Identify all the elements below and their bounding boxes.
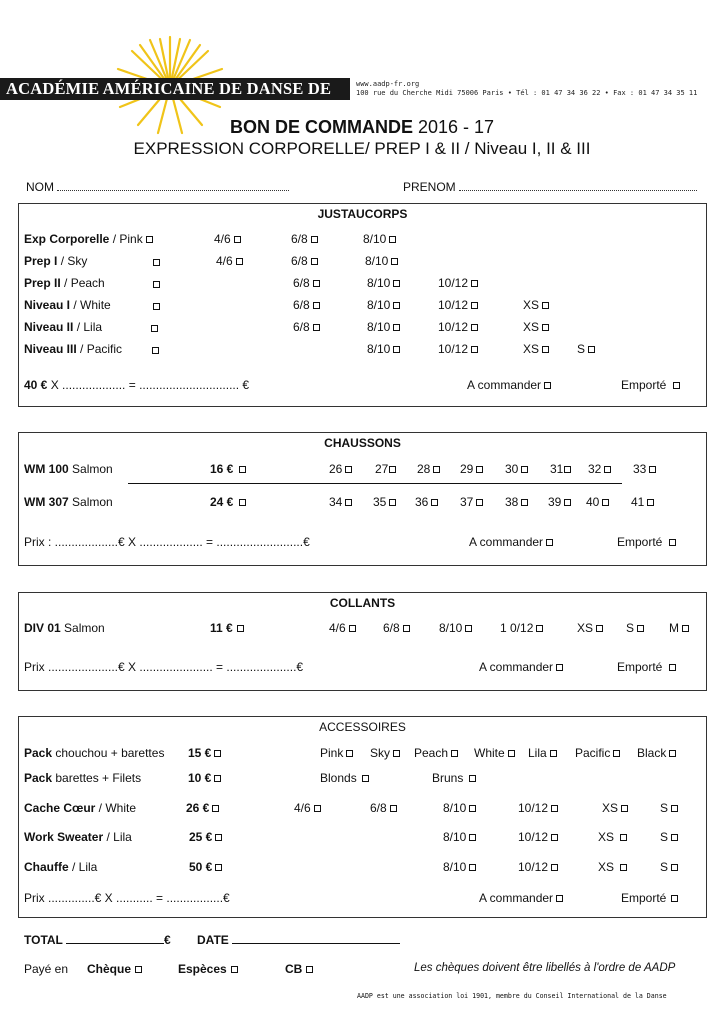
checkbox[interactable]: [389, 499, 396, 506]
checkbox[interactable]: [604, 466, 611, 473]
size-option[interactable]: 8/10: [367, 320, 400, 334]
size-option[interactable]: S: [660, 830, 678, 844]
size-option[interactable]: 10/12: [518, 860, 558, 874]
size-option[interactable]: 40: [586, 495, 609, 509]
checkbox[interactable]: [465, 625, 472, 632]
checkbox[interactable]: [214, 750, 221, 757]
nom-field[interactable]: NOM: [26, 180, 289, 194]
checkbox[interactable]: [564, 499, 571, 506]
checkbox[interactable]: [349, 625, 356, 632]
checkbox[interactable]: [345, 499, 352, 506]
checkbox[interactable]: [669, 539, 676, 546]
checkbox[interactable]: [313, 324, 320, 331]
color-option[interactable]: Peach: [414, 746, 458, 760]
checkbox[interactable]: [393, 280, 400, 287]
checkbox[interactable]: [669, 664, 676, 671]
checkbox[interactable]: [311, 258, 318, 265]
size-option[interactable]: 8/10: [365, 254, 398, 268]
size-option[interactable]: 1 0/12: [500, 621, 543, 635]
size-option[interactable]: 8/10: [367, 276, 400, 290]
checkbox[interactable]: [550, 750, 557, 757]
wm100-price[interactable]: 16 €: [210, 462, 246, 476]
size-option[interactable]: 10/12: [438, 298, 478, 312]
checkbox[interactable]: [551, 864, 558, 871]
checkbox[interactable]: [212, 805, 219, 812]
divider: [128, 483, 622, 484]
size-option[interactable]: 6/8: [291, 232, 318, 246]
color-option[interactable]: Pink: [320, 746, 353, 760]
checkbox[interactable]: [469, 834, 476, 841]
accessoires-price-line: Prix ..............€ X ........... = .................€: [24, 891, 230, 905]
size-option[interactable]: XS: [602, 801, 628, 815]
justaucorps-price-line: 40 € X ................... = .............................. €: [24, 378, 250, 392]
checkbox[interactable]: [521, 466, 528, 473]
checkbox[interactable]: [431, 499, 438, 506]
size-option[interactable]: 28: [417, 462, 440, 476]
size-option[interactable]: 27: [375, 462, 396, 476]
checkbox[interactable]: [602, 499, 609, 506]
checkbox[interactable]: [671, 805, 678, 812]
checkbox[interactable]: [135, 966, 142, 973]
checkbox[interactable]: [564, 466, 571, 473]
especes-option[interactable]: Espèces: [178, 962, 238, 976]
checkbox[interactable]: [471, 302, 478, 309]
size-option[interactable]: 41: [631, 495, 654, 509]
checkbox[interactable]: [153, 281, 160, 288]
chaussons-price-line: Prix : ...................€ X ................... = ..........................€: [24, 535, 310, 549]
size-option[interactable]: 6/8: [370, 801, 397, 815]
pack-chouchou-row: Pack chouchou + barettes: [24, 746, 165, 760]
website: www.aadp-fr.org: [356, 80, 420, 88]
size-option[interactable]: 10/12: [438, 276, 478, 290]
pack-chouchou-price[interactable]: 15 €: [188, 746, 221, 760]
checkbox[interactable]: [471, 324, 478, 331]
a-commander-option[interactable]: A commander: [469, 535, 553, 549]
checkbox[interactable]: [508, 750, 515, 757]
checkbox[interactable]: [669, 750, 676, 757]
chauffe-price[interactable]: 50 €: [189, 860, 222, 874]
checkbox[interactable]: [239, 466, 246, 473]
color-option[interactable]: Blonds: [320, 771, 369, 785]
checkbox[interactable]: [613, 750, 620, 757]
date-field[interactable]: DATE: [197, 933, 400, 947]
checkbox[interactable]: [596, 625, 603, 632]
size-option[interactable]: 33: [633, 462, 656, 476]
size-option[interactable]: XS: [523, 342, 549, 356]
checkbox[interactable]: [476, 499, 483, 506]
size-option[interactable]: M: [669, 621, 689, 635]
size-option[interactable]: S: [577, 342, 595, 356]
size-option[interactable]: 8/10: [363, 232, 396, 246]
color-option[interactable]: Lila: [528, 746, 557, 760]
size-option[interactable]: 35: [373, 495, 396, 509]
checkbox[interactable]: [546, 539, 553, 546]
pack-barettes-price[interactable]: 10 €: [188, 771, 221, 785]
cache-coeur-row: Cache Cœur / White: [24, 801, 137, 815]
size-option[interactable]: 10/12: [518, 830, 558, 844]
checkbox[interactable]: [542, 324, 549, 331]
checkbox[interactable]: [389, 466, 396, 473]
checkbox[interactable]: [469, 864, 476, 871]
checkbox[interactable]: [647, 499, 654, 506]
work-sweater-price[interactable]: 25 €: [189, 830, 222, 844]
size-option[interactable]: 4/6: [294, 801, 321, 815]
size-option[interactable]: 8/10: [367, 342, 400, 356]
size-option[interactable]: XS: [598, 860, 627, 874]
collants-price-line: Prix .....................€ X ...................... = .....................€: [24, 660, 304, 674]
checkbox[interactable]: [362, 775, 369, 782]
row-prep-ii: Prep II / Peach: [24, 276, 105, 290]
checkbox[interactable]: [673, 382, 680, 389]
checkbox[interactable]: [391, 258, 398, 265]
checkbox[interactable]: [215, 864, 222, 871]
div01-row: DIV 01 Salmon: [24, 621, 105, 635]
checkbox[interactable]: [314, 805, 321, 812]
size-option[interactable]: 4/6: [216, 254, 243, 268]
size-option[interactable]: 4/6: [214, 232, 241, 246]
size-option[interactable]: 8/10: [443, 801, 476, 815]
checkbox[interactable]: [345, 466, 352, 473]
association-note: AADP est une association loi 1901, membre du Conseil International de la Danse: [357, 992, 667, 1000]
checkbox[interactable]: [393, 346, 400, 353]
checkbox[interactable]: [390, 805, 397, 812]
color-option[interactable]: Bruns: [432, 771, 476, 785]
size-option[interactable]: 6/8: [293, 276, 320, 290]
total-field[interactable]: TOTAL €: [24, 933, 171, 947]
row-prep-i: Prep I / Sky: [24, 254, 88, 268]
pack-barettes-row: Pack barettes + Filets: [24, 771, 142, 785]
checkbox[interactable]: [311, 236, 318, 243]
checkbox[interactable]: [346, 750, 353, 757]
a-commander-option[interactable]: A commander: [479, 660, 563, 674]
wm100-row: WM 100 Salmon: [24, 462, 113, 476]
checkbox[interactable]: [433, 466, 440, 473]
row-niveau-ii: Niveau II / Lila: [24, 320, 103, 334]
size-option[interactable]: 10/12: [518, 801, 558, 815]
checkbox[interactable]: [551, 805, 558, 812]
checkbox[interactable]: [682, 625, 689, 632]
checkbox[interactable]: [389, 236, 396, 243]
checkbox[interactable]: [536, 625, 543, 632]
checkbox[interactable]: [620, 834, 627, 841]
size-option[interactable]: 8/10: [367, 298, 400, 312]
emporte-option[interactable]: Emporté: [617, 535, 676, 549]
size-option[interactable]: 38: [505, 495, 528, 509]
justaucorps-title: JUSTAUCORPS: [317, 207, 408, 221]
chauffe-row: Chauffe / Lila: [24, 860, 98, 874]
collants-section: [18, 592, 707, 691]
size-option[interactable]: 6/8: [293, 320, 320, 334]
checkbox[interactable]: [151, 325, 158, 332]
chaussons-title: CHAUSSONS: [324, 436, 401, 450]
paid-label: Payé en: [24, 962, 69, 976]
page-title: BON DE COMMANDE 2016 - 17: [229, 117, 495, 137]
size-option[interactable]: 6/8: [383, 621, 410, 635]
checkbox[interactable]: [542, 302, 549, 309]
checkbox[interactable]: [153, 259, 160, 266]
checkbox[interactable]: [637, 625, 644, 632]
checkbox[interactable]: [393, 750, 400, 757]
size-option[interactable]: 8/10: [443, 860, 476, 874]
size-option[interactable]: S: [660, 860, 678, 874]
size-option[interactable]: XS: [598, 830, 627, 844]
row-niveau-i: Niveau I / White: [24, 298, 111, 312]
checkbox[interactable]: [671, 834, 678, 841]
work-sweater-row: Work Sweater / Lila: [24, 830, 132, 844]
color-option[interactable]: Sky: [370, 746, 400, 760]
size-option[interactable]: 26: [329, 462, 352, 476]
checkbox[interactable]: [469, 775, 476, 782]
checkbox[interactable]: [471, 280, 478, 287]
size-option[interactable]: 10/12: [438, 320, 478, 334]
checkbox[interactable]: [306, 966, 313, 973]
wm307-row: WM 307 Salmon: [24, 495, 113, 509]
size-option[interactable]: 4/6: [329, 621, 356, 635]
size-option[interactable]: 34: [329, 495, 352, 509]
checkbox[interactable]: [239, 499, 246, 506]
cb-option[interactable]: CB: [285, 962, 313, 976]
checkbox[interactable]: [521, 499, 528, 506]
size-option[interactable]: S: [660, 801, 678, 815]
cheque-note: Les chèques doivent être libellés à l'ordre de AADP: [414, 962, 676, 974]
checkbox[interactable]: [471, 346, 478, 353]
checkbox[interactable]: [621, 805, 628, 812]
size-option[interactable]: 10/12: [438, 342, 478, 356]
size-option[interactable]: XS: [577, 621, 603, 635]
size-option[interactable]: 8/10: [443, 830, 476, 844]
checkbox[interactable]: [234, 236, 241, 243]
checkbox[interactable]: [236, 258, 243, 265]
checkbox[interactable]: [146, 236, 153, 243]
a-commander-option[interactable]: A commander: [479, 891, 563, 905]
color-option[interactable]: Black: [637, 746, 676, 760]
size-option[interactable]: 8/10: [439, 621, 472, 635]
checkbox[interactable]: [393, 302, 400, 309]
wm307-price[interactable]: 24 €: [210, 495, 246, 509]
checkbox[interactable]: [551, 834, 558, 841]
emporte-option[interactable]: Emporté: [617, 660, 676, 674]
address: 100 rue du Cherche Midi 75006 Paris • Tél : 01 47 34 36 22 • Fax : 01 47 34 35 11: [356, 89, 698, 97]
checkbox[interactable]: [671, 864, 678, 871]
size-option[interactable]: 39: [548, 495, 571, 509]
checkbox[interactable]: [215, 834, 222, 841]
checkbox[interactable]: [649, 466, 656, 473]
checkbox[interactable]: [556, 895, 563, 902]
collants-title: COLLANTS: [329, 596, 396, 610]
checkbox[interactable]: [544, 382, 551, 389]
size-option[interactable]: 6/8: [293, 298, 320, 312]
checkbox[interactable]: [403, 625, 410, 632]
prenom-field[interactable]: PRENOM: [403, 180, 697, 194]
checkbox[interactable]: [542, 346, 549, 353]
row-niveau-iii: Niveau III / Pacific: [24, 342, 123, 356]
size-option[interactable]: S: [626, 621, 644, 635]
color-option[interactable]: White: [474, 746, 515, 760]
checkbox[interactable]: [153, 303, 160, 310]
academy-banner: ACADÉMIE AMÉRICAINE DE DANSE DE PARIS: [0, 78, 350, 100]
checkbox[interactable]: [237, 625, 244, 632]
checkbox[interactable]: [393, 324, 400, 331]
emporte-option[interactable]: Emporté: [621, 891, 678, 905]
checkbox[interactable]: [231, 966, 238, 973]
size-option[interactable]: 30: [505, 462, 528, 476]
page-subtitle: EXPRESSION CORPORELLE/ PREP I & II / Niveau I, II & III: [133, 139, 591, 158]
size-option[interactable]: 36: [415, 495, 438, 509]
cheque-option[interactable]: Chèque: [87, 962, 142, 976]
size-option[interactable]: XS: [523, 320, 549, 334]
checkbox[interactable]: [671, 895, 678, 902]
checkbox[interactable]: [214, 775, 221, 782]
color-option[interactable]: Pacific: [575, 746, 620, 760]
checkbox[interactable]: [451, 750, 458, 757]
a-commander-option[interactable]: A commander: [467, 378, 551, 392]
size-option[interactable]: 31: [550, 462, 571, 476]
size-option[interactable]: 37: [460, 495, 483, 509]
checkbox[interactable]: [588, 346, 595, 353]
checkbox[interactable]: [469, 805, 476, 812]
cache-coeur-price[interactable]: 26 €: [186, 801, 219, 815]
checkbox[interactable]: [556, 664, 563, 671]
row-exp-corporelle: Exp Corporelle / Pink: [24, 232, 153, 246]
size-option[interactable]: XS: [523, 298, 549, 312]
div01-price[interactable]: 11 €: [210, 621, 244, 635]
checkbox[interactable]: [476, 466, 483, 473]
emporte-option[interactable]: Emporté: [621, 378, 680, 392]
checkbox[interactable]: [313, 302, 320, 309]
checkbox[interactable]: [313, 280, 320, 287]
checkbox[interactable]: [620, 864, 627, 871]
size-option[interactable]: 6/8: [291, 254, 318, 268]
checkbox[interactable]: [152, 347, 159, 354]
size-option[interactable]: 32: [588, 462, 611, 476]
size-option[interactable]: 29: [460, 462, 483, 476]
accessoires-title: ACCESSOIRES: [319, 720, 406, 734]
